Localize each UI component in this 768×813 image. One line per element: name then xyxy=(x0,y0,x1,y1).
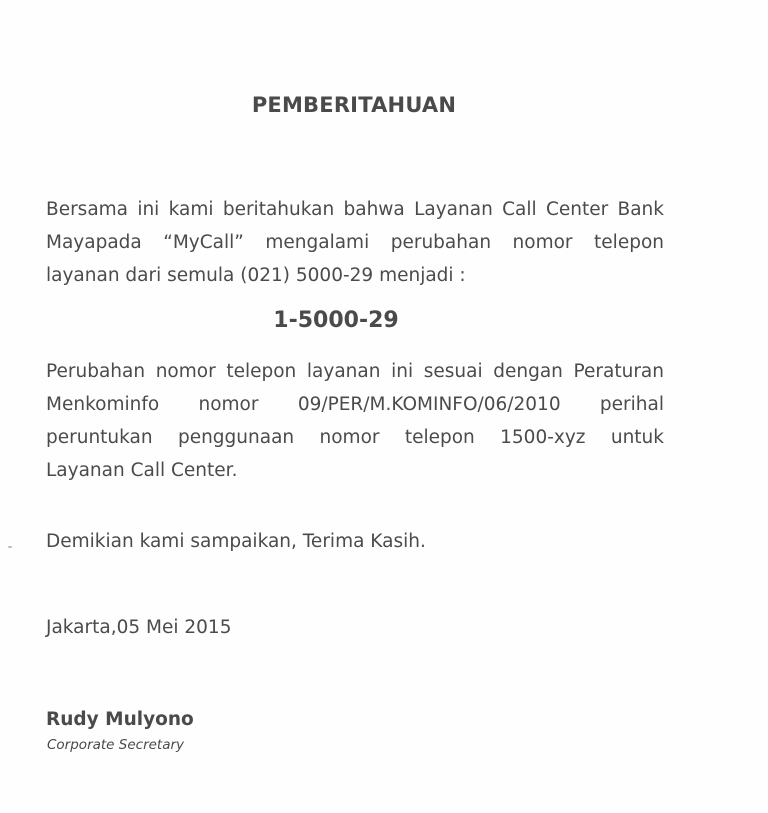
signatory-name: Rudy Mulyono xyxy=(46,709,194,730)
paragraph-line: Perubahan nomor telepon layanan ini sesuai dengan Peraturan xyxy=(46,361,664,382)
paragraph-line: Menkominfo nomor 09/PER/M.KOMINFO/06/2010 perihal xyxy=(46,394,664,415)
signatory-position: Corporate Secretary xyxy=(47,737,185,753)
announcement-paragraph xyxy=(46,193,664,292)
closing-text: Demikian kami sampaikan, Terima Kasih. xyxy=(46,531,426,552)
paragraph-line: Bersama ini kami beritahukan bahwa Layanan Call Center Bank xyxy=(46,199,664,220)
paragraph-line: peruntukan penggunaan nomor telepon 1500-xyz untuk xyxy=(46,427,664,448)
closing-line xyxy=(46,525,664,558)
new-phone-number: 1-5000-29 xyxy=(273,308,399,333)
place-date-text: Jakarta,05 Mei 2015 xyxy=(46,617,232,638)
document-title: PEMBERITAHUAN xyxy=(251,93,457,117)
paragraph-line: Mayapada “MyCall” mengalami perubahan nomor telepon xyxy=(46,232,664,253)
place-date xyxy=(46,611,664,644)
paragraph-line: layanan dari semula (021) 5000-29 menjadi : xyxy=(46,265,466,286)
regulation-paragraph xyxy=(46,355,664,487)
paragraph-line: Layanan Call Center. xyxy=(46,460,238,481)
scan-speck xyxy=(8,546,12,548)
